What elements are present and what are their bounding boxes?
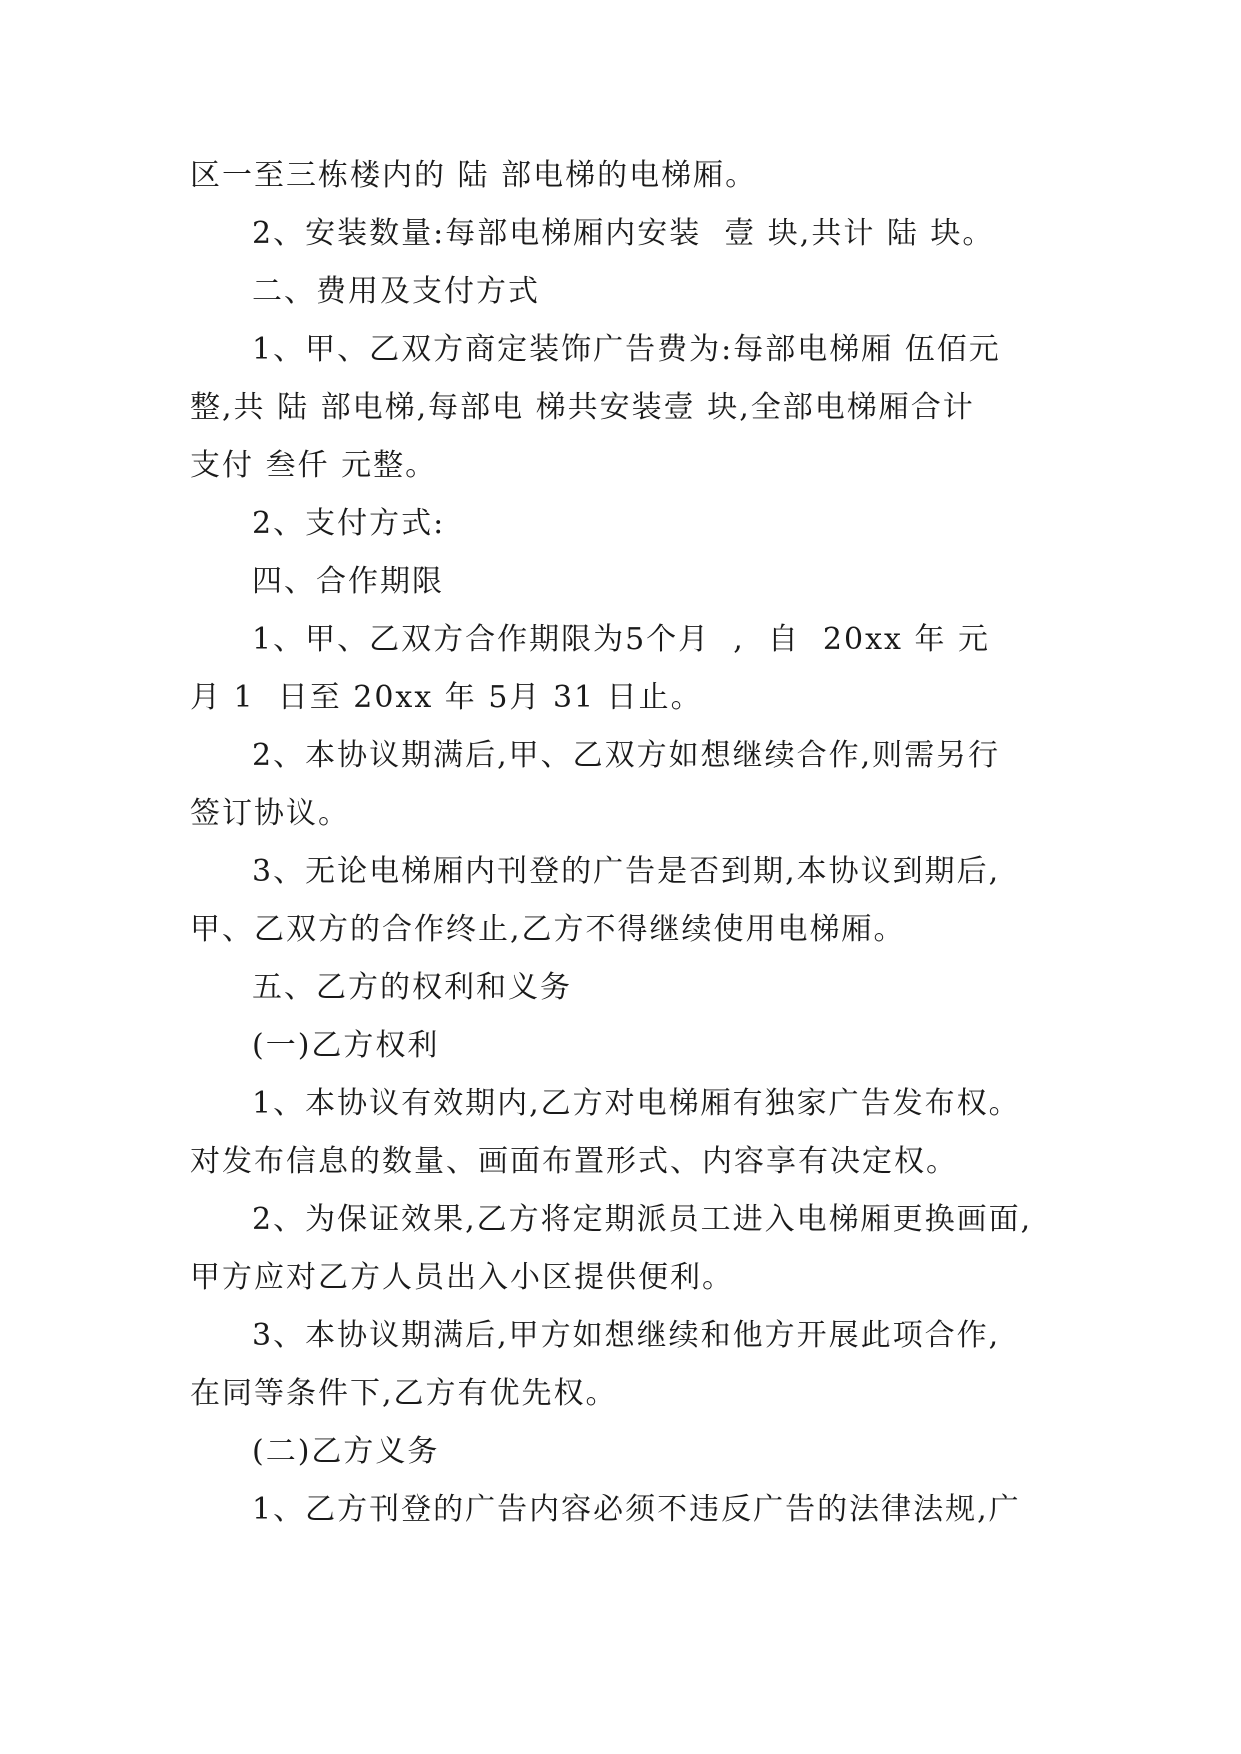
section-heading: 四、合作期限 xyxy=(252,564,444,599)
text-line: 支付 叁仟 元整。 xyxy=(190,448,438,483)
text-line: 3、无论电梯厢内刊登的广告是否到期,本协议到期后, xyxy=(252,854,1001,889)
text-line: 甲方应对乙方人员出入小区提供便利。 xyxy=(190,1260,734,1295)
text-line: 区一至三栋楼内的 陆 部电梯的电梯厢。 xyxy=(190,158,758,193)
text-line: 甲、乙双方的合作终止,乙方不得继续使用电梯厢。 xyxy=(190,912,906,947)
text-line: 2、支付方式: xyxy=(252,506,446,541)
text-line: 1、甲、乙双方商定装饰广告费为:每部电梯厢 伍佰元 xyxy=(252,332,1001,367)
text-line: 1、乙方刊登的广告内容必须不违反广告的法律法规,广 xyxy=(252,1492,1021,1527)
subsection-heading: (一)乙方权利 xyxy=(252,1028,440,1063)
text-line: 在同等条件下,乙方有优先权。 xyxy=(190,1376,618,1411)
text-line: 整,共 陆 部电梯,每部电 梯共安装壹 块,全部电梯厢合计 xyxy=(190,390,975,425)
text-line: 月 1 日至 20xx 年 5月 31 日止。 xyxy=(190,680,703,715)
text-line: 1、甲、乙双方合作期限为5个月 , 自 20xx 年 元 xyxy=(252,622,991,657)
text-line: 对发布信息的数量、画面布置形式、内容享有决定权。 xyxy=(190,1144,958,1179)
section-heading: 二、费用及支付方式 xyxy=(252,274,540,309)
text-line: 1、本协议有效期内,乙方对电梯厢有独家广告发布权。 xyxy=(252,1086,1021,1121)
text-line: 2、本协议期满后,甲、乙双方如想继续合作,则需另行 xyxy=(252,738,1001,773)
text-line: 签订协议。 xyxy=(190,796,350,831)
text-line: 2、安装数量:每部电梯厢内安装 壹 块,共计 陆 块。 xyxy=(252,216,995,251)
text-line: 3、本协议期满后,甲方如想继续和他方开展此项合作, xyxy=(252,1318,1001,1353)
subsection-heading: (二)乙方义务 xyxy=(252,1434,440,1469)
section-heading: 五、乙方的权利和义务 xyxy=(252,970,572,1005)
text-line: 2、为保证效果,乙方将定期派员工进入电梯厢更换画面, xyxy=(252,1202,1033,1237)
